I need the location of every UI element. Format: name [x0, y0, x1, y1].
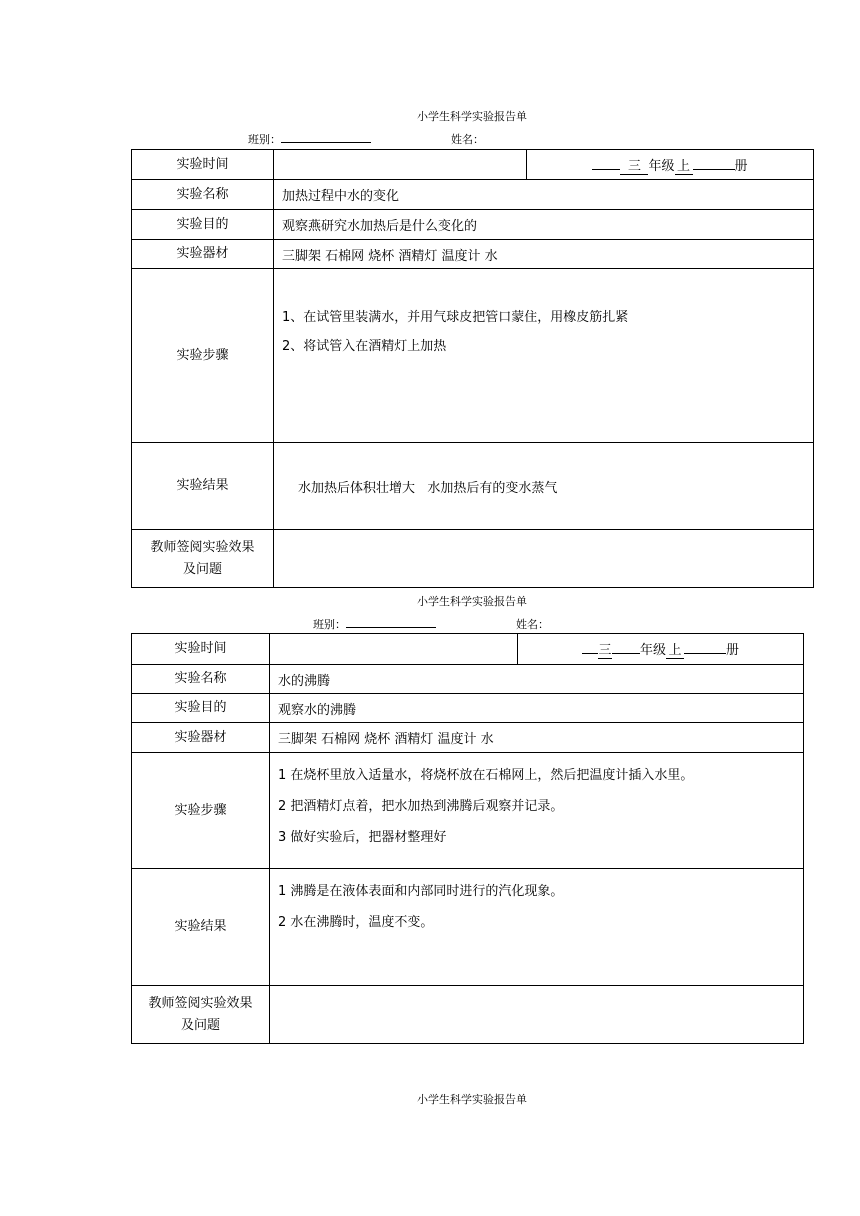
grade-cell	[518, 634, 804, 665]
teacher-label	[132, 530, 274, 588]
grade-value: 三	[598, 643, 612, 658]
report-title: 小学生科学实验报告单	[417, 110, 527, 123]
result-value: 水加热后体积壮增大 水加热后有的变水蒸气	[274, 443, 814, 530]
row-result	[132, 443, 814, 530]
step-item: 1、在试管里装满水，并用气球皮把管口蒙住，用橡皮筋扎紧	[282, 310, 629, 325]
purpose-value: 观察水的沸腾	[270, 694, 804, 723]
grade-cell	[527, 150, 814, 180]
row-equipment	[132, 240, 814, 269]
time-label: 实验时间	[132, 150, 274, 180]
step-item: 2、将试管入在酒精灯上加热	[282, 339, 447, 354]
teacher-label	[132, 986, 270, 1044]
row-equipment	[132, 723, 804, 753]
row-result	[132, 869, 804, 986]
report-table	[131, 149, 814, 588]
teacher-label-line2: 及问题	[180, 1017, 220, 1033]
report-table	[131, 633, 804, 1044]
purpose-value: 观察燕研究水加热后是什么变化的	[274, 210, 814, 240]
row-steps	[132, 753, 804, 869]
student-name-label: 姓名：	[451, 133, 484, 146]
time-value[interactable]	[270, 634, 518, 665]
row-purpose	[132, 694, 804, 723]
grade-blank[interactable]	[592, 169, 620, 170]
time-value[interactable]	[274, 150, 527, 180]
experiment-name-value: 水的沸腾	[270, 665, 804, 694]
term-blank[interactable]	[693, 169, 735, 170]
equipment-value: 三脚架 石棉网 烧杯 酒精灯 温度计 水	[274, 240, 814, 269]
equipment-value: 三脚架 石棉网 烧杯 酒精灯 温度计 水	[270, 723, 804, 753]
grade-label: 年级	[639, 643, 666, 658]
teacher-value[interactable]	[270, 986, 804, 1044]
result-item: 1 沸腾是在液体表面和内部同时进行的汽化现象。	[278, 884, 564, 899]
result-label: 实验结果	[132, 869, 270, 986]
result-label: 实验结果	[132, 443, 274, 530]
class-field	[248, 131, 371, 147]
grade-blank[interactable]	[612, 653, 640, 654]
teacher-label-line2: 及问题	[182, 561, 222, 577]
experiment-name-label: 实验名称	[132, 665, 270, 694]
equipment-label: 实验器材	[132, 240, 274, 269]
book-label: 册	[726, 643, 740, 658]
time-label: 实验时间	[132, 634, 270, 665]
teacher-label-line1: 教师签阅实验效果	[150, 539, 255, 555]
steps-value	[270, 753, 804, 869]
term-blank[interactable]	[684, 653, 726, 654]
term-value: 上	[666, 644, 684, 659]
step-item: 1 在烧杯里放入适量水，将烧杯放在石棉网上，然后把温度计插入水里。	[278, 768, 694, 783]
result-item: 2 水在沸腾时，温度不变。	[278, 915, 434, 930]
student-name-label: 姓名：	[516, 618, 549, 631]
step-item: 2 把酒精灯点着，把水加热到沸腾后观察并记录。	[278, 799, 564, 814]
student-name-field	[451, 131, 484, 147]
class-label: 班别：	[248, 133, 281, 146]
row-name	[132, 180, 814, 210]
grade-label: 年级	[648, 158, 675, 174]
steps-label: 实验步骤	[132, 753, 270, 869]
result-value	[270, 869, 804, 986]
row-teacher	[132, 986, 804, 1044]
class-field	[313, 616, 436, 632]
term-value: 上	[675, 160, 693, 175]
row-time	[132, 150, 814, 180]
class-blank[interactable]	[346, 617, 436, 628]
class-blank[interactable]	[281, 132, 371, 143]
row-name	[132, 665, 804, 694]
grade-blank[interactable]	[582, 653, 598, 654]
purpose-label: 实验目的	[132, 210, 274, 240]
row-steps	[132, 269, 814, 443]
teacher-label-line1: 教师签阅实验效果	[148, 995, 253, 1011]
grade-value: 三	[620, 160, 648, 175]
steps-label: 实验步骤	[132, 269, 274, 443]
step-item: 3 做好实验后，把器材整理好	[278, 830, 447, 845]
row-teacher	[132, 530, 814, 588]
book-label: 册	[734, 158, 748, 174]
class-label: 班别：	[313, 618, 346, 631]
report-title: 小学生科学实验报告单	[417, 595, 527, 608]
experiment-name-value: 加热过程中水的变化	[274, 180, 814, 210]
steps-value	[274, 269, 814, 443]
experiment-name-label: 实验名称	[132, 180, 274, 210]
purpose-label: 实验目的	[132, 694, 270, 723]
report-title: 小学生科学实验报告单	[417, 1093, 527, 1106]
row-time	[132, 634, 804, 665]
student-name-field	[516, 616, 549, 632]
teacher-value[interactable]	[274, 530, 814, 588]
row-purpose	[132, 210, 814, 240]
equipment-label: 实验器材	[132, 723, 270, 753]
